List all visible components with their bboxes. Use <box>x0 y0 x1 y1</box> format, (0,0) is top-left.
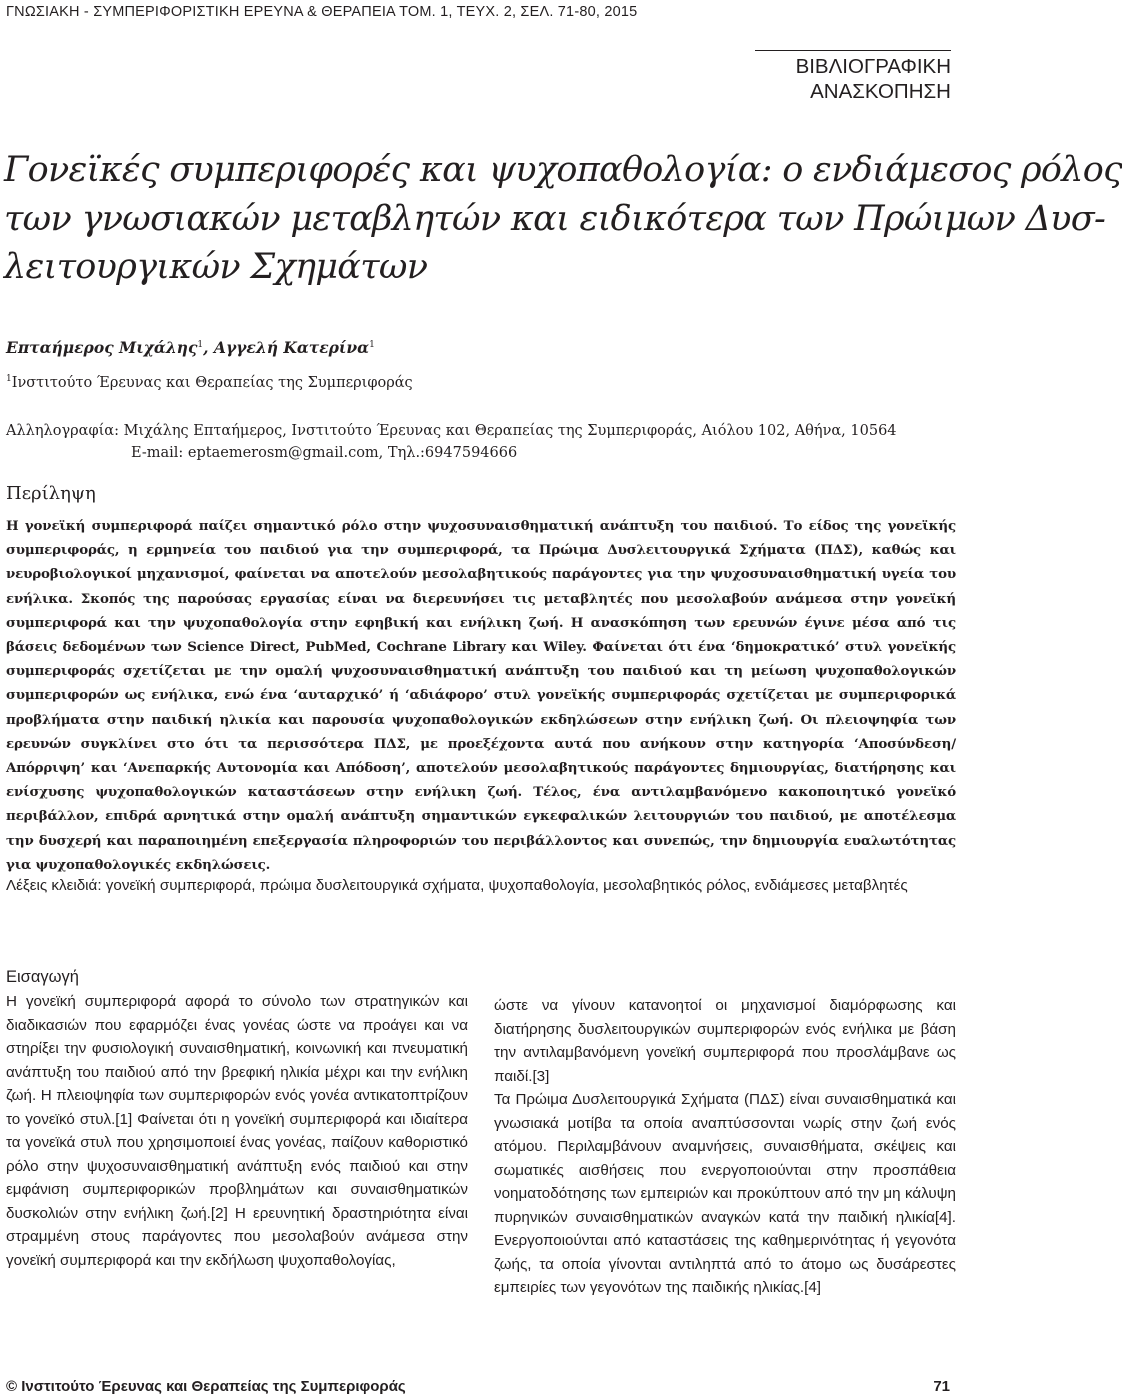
introduction-left-column <box>6 990 468 1272</box>
article-title-line2: των γνωσιακών μεταβλητών και ειδικότερα των Πρώιμων Δυσ- <box>4 198 1106 239</box>
introduction-heading: Εισαγωγή <box>6 968 79 986</box>
correspondence <box>6 420 946 464</box>
introduction-paragraph-continued: ώστε να γίνουν κατανοητοί οι μηχανισμοί διαμόρφωσης και διατήρησης δυσλειτουργικών συμπεριφορών ενός ενήλικα με βάση την αντιλαμβανόμενη γονεϊκή συμπεριφορά που προσλάμβανε ως παιδί.[3] <box>494 997 956 1085</box>
footer-publisher: © Ινστιτούτο Έρευνας και Θεραπείας της Συμπεριφοράς <box>6 1378 406 1395</box>
correspondence-address: Αλληλογραφία: Μιχάλης Επταήμερος, Ινστιτούτο Έρευνας και Θεραπείας της Συμπεριφοράς, Αιόλου 102, Αθήνα, 10564 <box>6 423 897 439</box>
introduction-paragraph: Η γονεϊκή συμπεριφορά αφορά το σύνολο των στρατηγικών και διαδικασιών που εφαρμόζει ένας γονέας ώστε να προάγει και να στηρίξει την φυσιολογική συναισθηματική, κοινωνική και πνευματική ανάπτυξη του παιδιού από την βρεφική ηλικία μέχρι και την ενήλικη ζωή. Η πλειοψηφία των συμπεριφορών ενός γονέα αντικατοπτρίζουν το γονεϊκό στυλ.[1] Φαίνεται ότι η γονεϊκή συμπεριφορά και ιδιαίτερα τα γονεϊκά στυλ που χρησιμοποιεί ένας γονέας, παίζουν καθοριστικό ρόλο στην ψυχοσυναισθηματική ανάπτυξη ενός παιδιού και στην εμφάνιση συμπεριφορικών προβλημάτων και συναισθηματικών δυσκολιών στην ενήλικη ζωή.[2] Η ερευνητική δραστηριότητα είναι στραμμένη στους παράγοντες που μεσολαβούν ανάμεσα στην γονεϊκή συμπεριφορά και την εκδήλωση ψυχοπαθολογίας, <box>6 993 468 1269</box>
author-1-affiliation-mark: 1 <box>197 339 204 350</box>
article-title-line1: Γονεϊκές συμπεριφορές και ψυχοπαθολογία: ο ενδιάμεσος ρόλος <box>4 150 1122 190</box>
abstract-text: Η γονεϊκή συμπεριφορά παίζει σημαντικό ρόλο στην ψυχοσυναισθηματική ανάπτυξη του παιδιού. Το είδος της γονεϊκής συμπεριφοράς, η ερμηνεία του παιδιού για την συμπεριφορά, τα Πρώιμα Δυσλειτουργικά Σχήματα (ΠΔΣ), καθώς και νευροβιολογικοί μηχανισμοί, φαίνεται να αποτελούν μεσολαβητικούς παράγοντες για την ψυχοσυναισθηματική υγεία του ενήλικα. Σκοπός της παρούσας εργασίας είναι να διερευνήσει τις μεταβλητές που μεσολαβούν ανάμεσα στην γονεϊκή συμπεριφορά και την ψυχοπαθολογία στην εφηβική και ενήλικη ζωή. Η ανασκόπηση των ερευνών έγινε μέσα από τις βάσεις δεδομένων των Science Direct, PubMed, Cochrane Library και Wiley. Φαίνεται ότι ένα ‘δημοκρατικό’ στυλ γονεϊκής συμπεριφοράς σχετίζεται με την ομαλή ψυχοσυναισθηματική ανάπτυξη του παιδιού και τη μείωση ψυχοπαθολογικών συμπεριφορών ως ενήλικα, ενώ ένα ‘αυταρχικό’ ή ‘αδιάφορο’ στυλ γονεϊκής συμπεριφοράς σχετίζεται με συμπεριφορικά προβλήματα στην παιδική ηλικία και παρουσία ψυχοπαθολογικών εκδηλώσεων στην ενήλικη ζωή. Οι πλειοψηφία των ερευνών συγκλίνει στο ότι τα περισσότερα ΠΔΣ, με προεξέχοντα αυτά που ανήκουν στην κατηγορία ‘Αποσύνδεση/Απόρριψη’ και ‘Ανεπαρκής Αυτονομία και Απόδοση’, αποτελούν μεσολαβητικούς παράγοντες δημιουργίας, διατήρησης και ενίσχυσης ψυχοπαθολογικών καταστάσεων στην ενήλικη ζωή. Τέλος, ένα αντιλαμβανόμενο κακοποιητικό γονεϊκό περιβάλλον, επιδρά αρνητικά στην ομαλή ανάπτυξη σημαντικών εγκεφαλικών λειτουργιών του παιδιού, με αποτέλεσμα την δυσχερή και παραποιημένη επεξεργασία πληροφοριών του περιβάλλοντος και συνεπώς, την δημιουργία ευαλωτότητας για ψυχοπαθολογικές εκδηλώσεις. <box>6 518 956 873</box>
introduction-right-column <box>494 994 956 1300</box>
page-number: 71 <box>933 1378 950 1395</box>
article-title <box>4 146 1122 292</box>
affiliation-mark: 1 <box>6 374 12 384</box>
correspondence-contact: E-mail: eptaemerosm@gmail.com, Τηλ.:6947594666 <box>131 445 518 461</box>
article-title-line3: λειτουργικών Σχημάτων <box>4 247 428 287</box>
affiliation <box>6 374 413 391</box>
keywords: Λέξεις κλειδιά: γονεϊκή συμπεριφορά, πρώιμα δυσλειτουργικά σχήματα, ψυχοπαθολογία, μεσολαβητικός ρόλος, ενδιάμεσες μεταβλητές <box>6 877 908 894</box>
section-type-line2: ΑΝΑΣΚΟΠΗΣΗ <box>810 80 951 103</box>
author-separator: , <box>203 338 214 357</box>
author-2-affiliation-mark: 1 <box>369 339 375 350</box>
author-2: Αγγελή Κατερίνα <box>213 338 370 357</box>
affiliation-text: Ινστιτούτο Έρευνας και Θεραπείας της Συμπεριφοράς <box>11 374 413 391</box>
authors <box>6 338 375 357</box>
section-type-line1: ΒΙΒΛΙΟΓΡΑΦΙΚΗ <box>795 55 951 78</box>
introduction-paragraph-schemas: Τα Πρώιμα Δυσλειτουργικά Σχήματα (ΠΔΣ) είναι συναισθηματικά και γνωσιακά μοτίβα τα οποία αναπτύσσονται νωρίς στην ζωή ενός ατόμου. Περιλαμβάνουν αναμνήσεις, συναισθήματα, σκέψεις και σωματικές αισθήσεις που ενεργοποιούνται στην προσπάθεια νοηματοδότησης των εμπειριών και προκύπτουν από την μη κάλυψη πυρηνικών συναισθηματικών αναγκών κατά την παιδική ηλικία[4]. Ενεργοποιούνται από καταστάσεις της καθημερινότητας ή γεγονότα ζωής, τα οποία γίνονται αντιληπτά από το άτομο ως δυσάρεστες εμπειρίες των γεγονότων της παιδικής ηλικίας.[4] <box>494 1091 956 1296</box>
journal-header: ΓΝΩΣΙΑΚΗ - ΣΥΜΠΕΡΙΦΟΡΙΣΤΙΚΗ ΕΡΕΥΝΑ & ΘΕΡΑΠΕΙΑ ΤΟΜ. 1, ΤΕΥΧ. 2, ΣΕΛ. 71-80, 2015 <box>6 4 638 20</box>
section-type-label <box>755 50 951 104</box>
abstract-heading: Περίληψη <box>6 483 96 504</box>
author-1: Επταήμερος Μιχάλης <box>6 338 198 357</box>
